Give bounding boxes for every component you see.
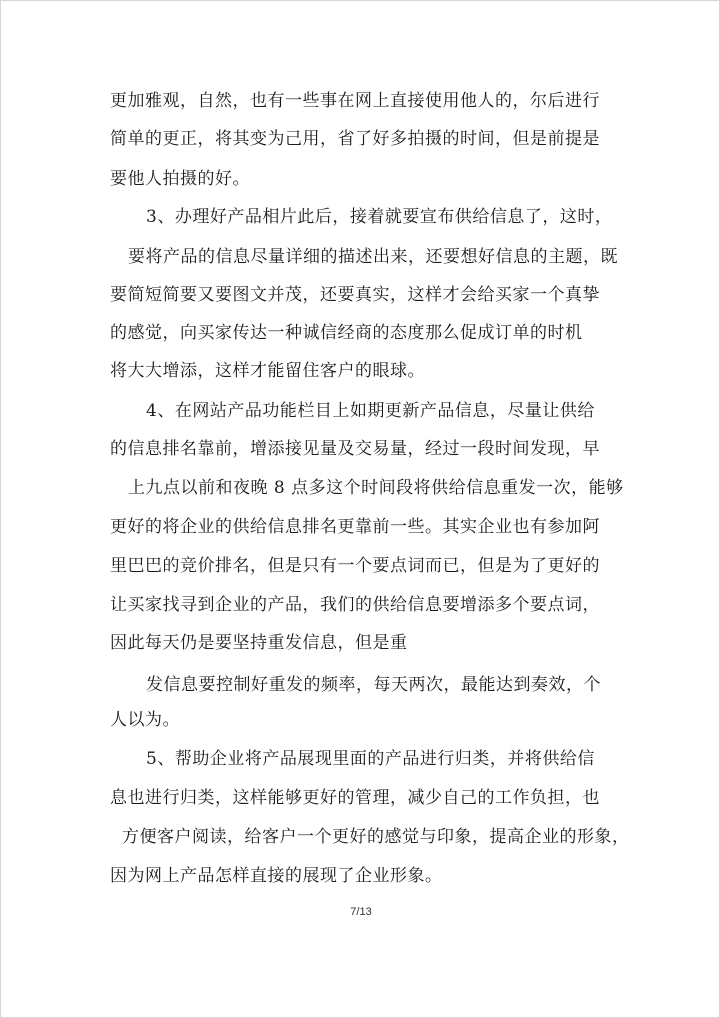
text-line: 让买家找寻到企业的产品，我们的供给信息要增添多个要点词， [110,595,600,615]
text-line: 的感觉，向买家传达一种诚信经商的态度那么促成订单的时机 [110,323,583,343]
text-line: 人以为。 [110,710,180,730]
page-number: 7/13 [350,906,372,918]
text-line: 3、办理好产品相片此后，接着就要宣布供给信息了，这时， [146,207,613,227]
text-line: 简单的更正，将其变为己用，省了好多拍摄的时间，但是前提是 [110,129,600,149]
text-line: 上九点以前和夜晚 8 点多这个时间段将供给信息重发一次，能够 [128,478,624,498]
text-line: 要他人拍摄的好。 [110,169,250,189]
text-line: 更加雅观，自然，也有一些事在网上直接使用他人的，尔后进行 [110,91,600,111]
text-line: 更好的将企业的供给信息排名更靠前一些。其实企业也有参加阿 [110,517,600,537]
text-line: 的信息排名靠前，增添接见量及交易量，经过一段时间发现，早 [110,439,600,459]
text-line: 方便客户阅读，给客户一个更好的感觉与印象，提高企业的形象， [122,827,630,847]
text-line: 将大大增添，这样才能留住客户的眼球。 [110,361,425,381]
text-line: 因为网上产品怎样直接的展现了企业形象。 [110,866,443,886]
text-line: 里巴巴的竞价排名，但是只有一个要点词而已，但是为了更好的 [110,556,600,576]
text-line: 4、在网站产品功能栏目上如期更新产品信息，尽量让供给 [146,401,595,421]
text-line: 要将产品的信息尽量详细的描述出来，还要想好信息的主题，既 [128,247,618,267]
text-line: 5、帮助企业将产品展现里面的产品进行归类，并将供给信 [146,749,595,769]
text-line: 要简短简要又要图文并茂，还要真实，这样才会给买家一个真挚 [110,285,600,305]
text-line: 息也进行归类，这样能够更好的管理，减少自己的工作负担，也 [110,788,600,808]
text-line: 发信息要控制好重发的频率，每天两次，最能达到奏效，个 [146,675,601,695]
text-line: 因此每天仍是要坚持重发信息，但是重 [110,633,408,653]
